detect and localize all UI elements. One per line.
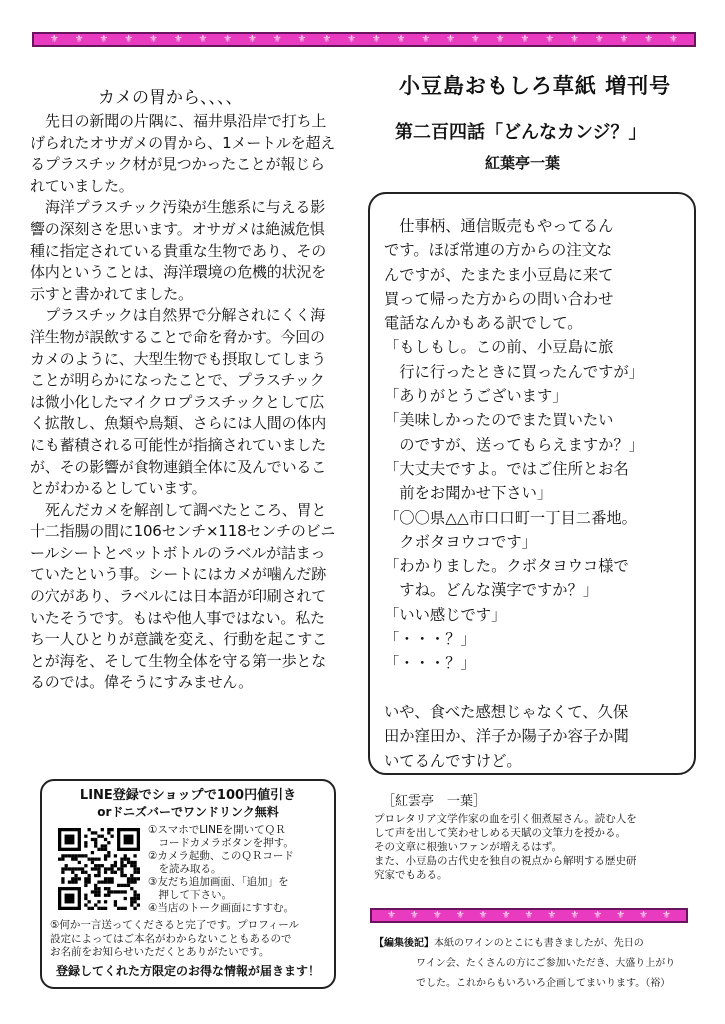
fleur-de-lis-icon: ⚜ bbox=[547, 909, 557, 921]
fleur-de-lis-icon: ⚜ bbox=[371, 33, 381, 45]
story-line: 「〇〇県△△市口口町一丁目二番地。 bbox=[384, 508, 637, 527]
story-line: クボタヨウコです」 bbox=[384, 532, 537, 551]
fleur-de-lis-icon: ⚜ bbox=[272, 33, 282, 45]
fleur-de-lis-icon: ⚜ bbox=[322, 33, 332, 45]
fleur-de-lis-icon: ⚜ bbox=[619, 33, 629, 45]
line-registration-box bbox=[40, 779, 336, 989]
line-steps bbox=[148, 824, 294, 915]
story-line: 前をお聞かせ下さい」 bbox=[384, 484, 553, 503]
story-line: 買って帰った方からの問い合わせ bbox=[384, 289, 614, 308]
fleur-de-lis-icon: ⚜ bbox=[386, 909, 396, 921]
line-note-line: 設定によってはご本名がわからないこともあるので bbox=[50, 932, 292, 945]
afterword-line: でした。これからもいろいろ企画してまいります。（裕） bbox=[416, 978, 671, 989]
story-line: です。ほぼ常連の方からの注文な bbox=[384, 241, 613, 260]
story-line: 「美味しかったのでまた買いたい bbox=[384, 411, 614, 430]
fleur-de-lis-icon: ⚜ bbox=[99, 33, 109, 45]
profile-line: その文章に根強いファンが増えるはず。 bbox=[374, 841, 562, 853]
afterword-line: 本紙のワインのとこにも書きましたが、先日の bbox=[434, 938, 644, 949]
top-ornamental-banner bbox=[32, 32, 696, 47]
line-step: 押して下さい。 bbox=[148, 889, 232, 901]
fleur-de-lis-icon: ⚜ bbox=[470, 33, 480, 45]
fleur-de-lis-icon: ⚜ bbox=[594, 33, 604, 45]
author-profile bbox=[374, 792, 694, 882]
fleur-de-lis-icon: ⚜ bbox=[669, 33, 678, 45]
left-article-paragraph: 先日の新聞の片隅に、福井県沿岸で打ち上げられたオサガメの胃から、1メートルを超えるプラスチック材が見つかったことが報じられていました。 bbox=[30, 112, 336, 195]
fleur-de-lis-icon: ⚜ bbox=[495, 33, 505, 45]
story-line: すね。どんな漢字ですか？」 bbox=[384, 581, 599, 600]
story-line: 「・・・？」 bbox=[384, 654, 476, 673]
line-note bbox=[50, 919, 326, 960]
line-headline: LINE登録でショップで100円値引き bbox=[79, 788, 297, 803]
fleur-de-lis-icon: ⚜ bbox=[223, 33, 233, 45]
left-article-paragraph: プラスチックは自然界で分解されにくく海洋生物が誤飲することで命を脅かす。今回のカメのように、大型生物でも摂取してしまうことが明らかになったことで、プラスチックは微小化したマイクロプラスチックとして広く拡散し、魚類や鳥類、さらには人間の体内にも蓄積される可能性が指摘されていましたが、その影響が食物連鎖全体に及んでいることがわかるとしています。 bbox=[30, 306, 327, 498]
line-note-line: お名前をお知らせいただくとありがたいです。 bbox=[50, 946, 270, 958]
profile-line: プロレタリア文学作家の血を引く佃煮屋さん。読む人を bbox=[374, 813, 637, 825]
fleur-de-lis-icon: ⚜ bbox=[616, 909, 626, 921]
author-name: 紅葉亭一葉 bbox=[485, 154, 561, 172]
line-step: を読み取る。 bbox=[148, 863, 222, 875]
afterword-line: ワイン会、たくさんの方にご参加いただき、大盛り上がり bbox=[416, 958, 676, 969]
story-gap bbox=[384, 676, 684, 700]
fleur-de-lis-icon: ⚜ bbox=[248, 33, 257, 45]
fleur-de-lis-icon: ⚜ bbox=[524, 909, 534, 921]
profile-name: ［紅雲亭 一葉］ bbox=[382, 794, 487, 809]
story-line: 「わかりました。クボタヨウコ様で bbox=[384, 557, 629, 576]
editors-afterword bbox=[374, 934, 694, 994]
left-article-title: カメの胃から、、、、 bbox=[98, 88, 243, 108]
fleur-de-lis-icon: ⚜ bbox=[455, 909, 465, 921]
profile-line: して声を出して笑わせしめる天賦の文筆力を授かる。 bbox=[374, 827, 626, 839]
fleur-de-lis-icon: ⚜ bbox=[545, 33, 555, 45]
story-line: のですが、送ってもらえますか？」 bbox=[384, 435, 645, 454]
fleur-de-lis-icon: ⚜ bbox=[446, 33, 456, 45]
fleur-de-lis-icon: ⚜ bbox=[148, 33, 158, 45]
line-note-line: ⑤何か一言送ってくださると完了です。プロフィール bbox=[50, 919, 300, 931]
story-line: んですが、たまたま小豆島に来て bbox=[384, 265, 614, 284]
fleur-de-lis-icon: ⚜ bbox=[409, 909, 419, 921]
line-step: コードカメラボタンを押す。 bbox=[148, 837, 294, 849]
story-line: いや、食べた感想じゃなくて、久保 bbox=[384, 702, 629, 721]
fleur-de-lis-icon: ⚜ bbox=[478, 909, 488, 921]
story-box bbox=[368, 192, 696, 775]
fleur-de-lis-icon: ⚜ bbox=[421, 33, 431, 45]
story-line: 行に行ったときに買ったんですが」 bbox=[384, 362, 645, 381]
fleur-de-lis-icon: ⚜ bbox=[173, 33, 183, 45]
fleur-de-lis-icon: ⚜ bbox=[639, 909, 649, 921]
fleur-de-lis-icon: ⚜ bbox=[396, 33, 406, 45]
serial-title: 小豆島おもしろ草紙 増刊号 bbox=[398, 74, 672, 98]
fleur-de-lis-icon: ⚜ bbox=[124, 33, 134, 45]
left-article-paragraph: 死んだカメを解剖して調べたところ、胃と十二指腸の間に106センチ×118センチのビニールシートとペットボトルのラベルが詰まっていたという事。シートにはカメが噛んだ跡の穴があり、ラベルには日本語が印刷されていたそうです。もはや他人事ではない。私たち一人ひとりが意識を変え、行動を起こすことが海を、そして生物全体を守る第一歩となるのでは。偉そうにすみません。 bbox=[30, 500, 336, 692]
story-line: 「ありがとうございます」 bbox=[384, 387, 568, 406]
line-step: ④当店のトーク画面にすすむ。 bbox=[148, 902, 295, 914]
line-step: ②カメラ起動、このＱＲコード bbox=[148, 850, 294, 862]
story-line: いてるんですけど。 bbox=[384, 751, 522, 770]
profile-line: 究家でもある。 bbox=[374, 869, 448, 881]
story-line: 「いい感じです」 bbox=[384, 605, 507, 624]
line-footer: 登録してくれた方限定のお得な情報が届きます！ bbox=[55, 963, 320, 978]
story-line: 田か窪田か、洋子か陽子か容子か聞 bbox=[384, 727, 629, 746]
story-line: 「もしもし。この前、小豆島に旅 bbox=[384, 338, 614, 357]
profile-line: また、小豆島の古代史を独自の視点から解明する歴史研 bbox=[374, 855, 637, 867]
middle-ornamental-banner bbox=[370, 908, 688, 923]
fleur-de-lis-icon: ⚜ bbox=[569, 33, 579, 45]
fleur-de-lis-icon: ⚜ bbox=[198, 33, 208, 45]
fleur-de-lis-icon: ⚜ bbox=[297, 33, 307, 45]
fleur-de-lis-icon: ⚜ bbox=[74, 33, 84, 45]
story-line: 「大丈夫ですよ。ではご住所とお名 bbox=[384, 459, 629, 478]
fleur-de-lis-icon: ⚜ bbox=[593, 909, 603, 921]
line-subheadline: orドニズバーでワンドリンク無料 bbox=[97, 805, 279, 819]
left-article bbox=[30, 85, 338, 694]
fleur-de-lis-icon: ⚜ bbox=[432, 909, 442, 921]
qr-code-icon[interactable] bbox=[58, 828, 140, 910]
fleur-de-lis-icon: ⚜ bbox=[49, 33, 59, 45]
fleur-de-lis-icon: ⚜ bbox=[347, 33, 357, 45]
fleur-de-lis-icon: ⚜ bbox=[644, 33, 654, 45]
story-line: 「・・・？」 bbox=[384, 630, 476, 649]
story-line: 仕事柄、通信販売もやってるん bbox=[384, 217, 614, 235]
line-step: ①スマホでLINEを開いてＱＲ bbox=[148, 824, 286, 836]
fleur-de-lis-icon: ⚜ bbox=[520, 33, 530, 45]
afterword-label: 【編集後記】 bbox=[374, 938, 434, 949]
left-article-paragraph: 海洋プラスチック汚染が生態系に与える影響の深刻さを思います。オサガメは絶滅危惧種に指定されている貴重な生物であり、その体内ということは、海洋環境の危機的状況を示すと書かれてました。 bbox=[30, 198, 327, 303]
fleur-de-lis-icon: ⚜ bbox=[662, 909, 671, 921]
fleur-de-lis-icon: ⚜ bbox=[570, 909, 580, 921]
fleur-de-lis-icon: ⚜ bbox=[501, 909, 511, 921]
line-step: ③友だち追加画面、「追加」を bbox=[148, 876, 289, 888]
story-line: 電話なんかもある訳でして。 bbox=[384, 314, 583, 333]
episode-title: 第二百四話「どんなカンジ？」 bbox=[395, 122, 647, 143]
